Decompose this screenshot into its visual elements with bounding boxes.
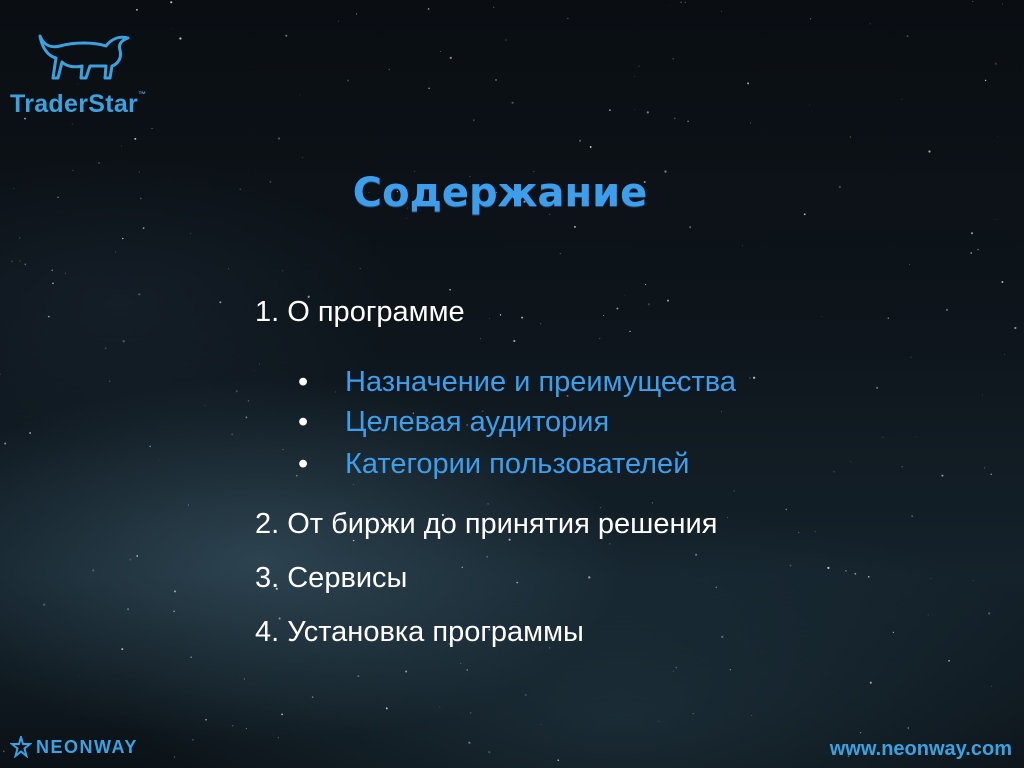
bullet: • — [298, 406, 309, 438]
neonway-logo — [10, 735, 138, 759]
page-title: Содержание — [352, 170, 648, 216]
bullet: • — [298, 366, 309, 398]
subsection-label: Категории пользователей — [345, 448, 690, 480]
bullet: • — [298, 448, 309, 480]
section-1: 1. О программе — [255, 296, 465, 328]
subsection-item — [298, 406, 609, 439]
section-2: 2. От биржи до принятия решения — [255, 508, 718, 540]
section-3: 3. Сервисы — [255, 562, 408, 594]
bull-icon — [34, 28, 134, 80]
subsection-item — [298, 366, 736, 399]
section-4: 4. Установка программы — [255, 616, 584, 648]
logo-wordmark: TraderStar™ — [10, 90, 147, 118]
subsection-label: Назначение и преимущества — [345, 366, 737, 398]
subsection-item — [298, 448, 689, 481]
neonway-wordmark: NEONWAY — [36, 736, 138, 757]
subsection-label: Целевая аудитория — [345, 406, 610, 438]
traderstar-logo — [10, 28, 160, 120]
neonway-star-icon — [10, 736, 32, 758]
footer-url[interactable]: www.neonway.com — [829, 738, 1012, 760]
